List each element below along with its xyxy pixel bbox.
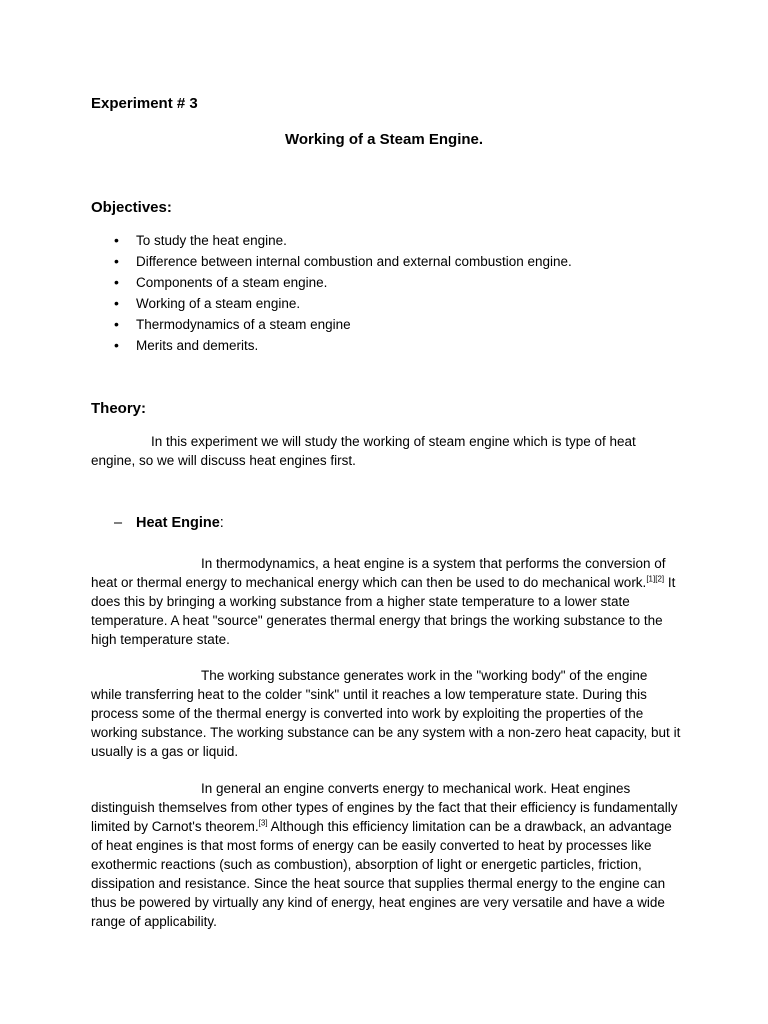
list-item: • Thermodynamics of a steam engine (91, 314, 572, 335)
heat-engine-paragraph-1: In thermodynamics, a heat engine is a system that performs the conversion of heat or thermal energy to mechanical energy which can then be used to do mechanical work.[1][2] It does this by bringing a working substance from a higher state temperature to a lower state temperature. A heat "source" generates thermal energy that brings the working substance to the high temperature state. (91, 556, 676, 647)
list-item: • Difference between internal combustion and external combustion engine. (91, 251, 572, 272)
experiment-label: Experiment # 3 (91, 95, 198, 112)
dash-icon: – (114, 515, 123, 531)
list-item: • Components of a steam engine. (91, 272, 572, 293)
list-item: • To study the heat engine. (91, 230, 572, 251)
heat-engine-heading: – Heat Engine: (114, 515, 224, 531)
citation: [1][2] (646, 574, 665, 584)
bullet-icon: • (114, 274, 119, 290)
heat-engine-paragraph-3: In general an engine converts energy to mechanical work. Heat engines distinguish themselves from other types of engines by the fact that their efficiency is fundamentally limited by Carnot's theorem.[3] Although this efficiency limitation can be a drawback, an advantage of heat engines is that most forms of energy can be easily converted to heat by processes like exothermic reactions (such as combustion), absorption of light or energetic particles, friction, dissipation and resistance. Since the heat source that supplies thermal energy to the engine can thus be powered by virtually any kind of energy, heat engines are very versatile and have a wide range of applicability. (91, 781, 678, 929)
list-item: • Working of a steam engine. (91, 293, 572, 314)
bullet-icon: • (114, 337, 119, 353)
page-title: Working of a Steam Engine. (284, 131, 484, 148)
bullet-icon: • (114, 232, 119, 248)
theory-heading: Theory: (91, 400, 147, 417)
bullet-icon: • (114, 316, 119, 332)
citation: [3] (258, 818, 268, 828)
bullet-icon: • (114, 295, 119, 311)
objectives-heading: Objectives: (91, 199, 172, 216)
bullet-icon: • (114, 253, 119, 269)
objectives-list (91, 230, 572, 356)
list-item: • Merits and demerits. (91, 335, 572, 356)
heat-engine-paragraph-2: The working substance generates work in the "working body" of the engine while transferring heat to the colder "sink" until it reaches a low temperature state. During this process some of the thermal energy is converted into work by exploiting the properties of the working substance. The working substance can be any system with a non-zero heat capacity, but it usually is a gas or liquid. (91, 668, 681, 759)
theory-intro-paragraph: In this experiment we will study the working of steam engine which is type of heat engine, so we will discuss heat engines first. (91, 434, 636, 468)
